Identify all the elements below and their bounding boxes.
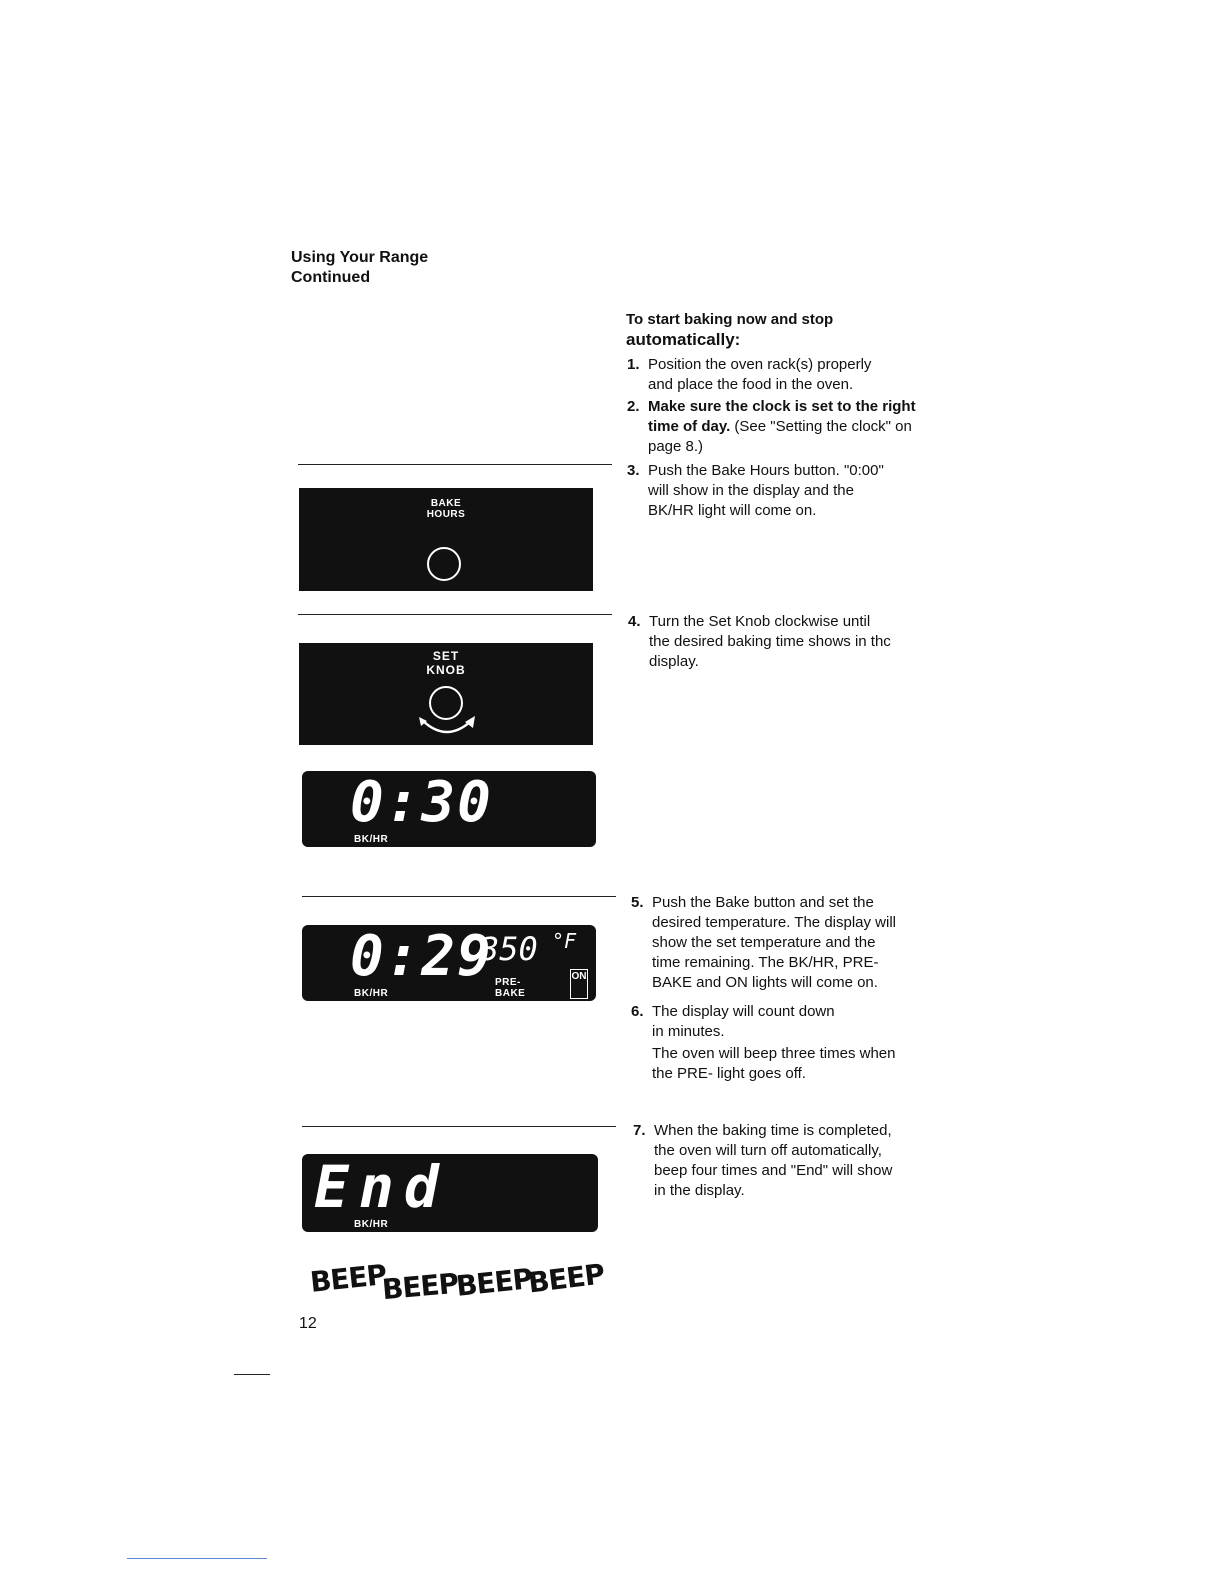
instructions-heading xyxy=(626,310,833,350)
step-number: 2. xyxy=(627,398,640,415)
display-time: 0:29 xyxy=(350,924,493,989)
step-7 xyxy=(633,1121,923,1201)
heading-line-2: automatically: xyxy=(626,330,741,349)
bake-hours-button[interactable] xyxy=(427,547,461,581)
beep-text: BEEP xyxy=(380,1266,460,1307)
step-6 xyxy=(631,1002,921,1084)
panel-label-line-1: SET xyxy=(432,649,460,663)
step-line: The oven will beep three times when xyxy=(652,1045,896,1062)
step-line: will show in the display and the xyxy=(648,482,854,499)
step-rest-text: (See "Setting the clock" on page 8.) xyxy=(648,418,912,455)
step-line: display. xyxy=(649,653,699,670)
bk-hr-indicator: BK/HR xyxy=(354,1219,389,1230)
step-line: The display will count down xyxy=(652,1003,835,1020)
beep-text: BEEP xyxy=(454,1262,534,1303)
step-line: in the display. xyxy=(654,1182,745,1199)
panel-label-line-1: BAKE xyxy=(430,498,462,509)
step-line: desired temperature. The display will xyxy=(652,914,897,931)
step-line: BAKE and ON lights will come on. xyxy=(652,974,878,991)
step-number: 7. xyxy=(633,1122,646,1139)
step-line: in minutes. xyxy=(652,1023,725,1040)
step-line: and place the food in the oven. xyxy=(648,376,854,393)
bk-hr-indicator: BK/HR xyxy=(354,834,389,845)
pre-indicator: PRE- xyxy=(495,977,521,988)
step-line: Push the Bake Hours button. "0:00" xyxy=(648,462,884,479)
step-line: Position the oven rack(s) properly xyxy=(648,356,872,373)
step-line: beep four times and "End" will show xyxy=(654,1162,893,1179)
step-line: show the set temperature and the xyxy=(652,934,876,951)
display-unit: °F xyxy=(552,929,577,953)
step-line: time remaining. The BK/HR, PRE- xyxy=(652,954,879,971)
step-number: 5. xyxy=(631,894,644,911)
divider xyxy=(298,464,612,465)
set-knob-panel xyxy=(299,643,593,745)
bake-hours-panel xyxy=(299,488,593,591)
heading-line-1: To start baking now and stop xyxy=(626,311,834,328)
step-bold-text: Make sure the clock is set to the right time of day. xyxy=(648,398,916,435)
step-number: 3. xyxy=(627,462,640,479)
step-3 xyxy=(627,461,917,521)
lcd-display-end xyxy=(302,1154,598,1232)
on-indicator: ON xyxy=(570,969,588,999)
step-1 xyxy=(627,355,917,395)
step-number: 6. xyxy=(631,1003,644,1020)
lcd-display-time xyxy=(302,771,596,847)
step-line: the PRE- light goes off. xyxy=(652,1065,806,1082)
step-line: Push the Bake button and set the xyxy=(652,894,874,911)
step-line: the desired baking time shows in thc xyxy=(649,633,891,650)
divider xyxy=(302,1126,616,1127)
lcd-display-time-temp xyxy=(302,925,596,1001)
section-subtitle: Continued xyxy=(291,269,371,286)
beep-text: BEEP xyxy=(526,1257,606,1300)
beep-text: BEEP xyxy=(308,1258,388,1299)
step-number: 4. xyxy=(628,613,641,630)
step-2 xyxy=(627,397,927,457)
page-number: 12 xyxy=(299,1315,317,1332)
section-title: Using Your Range xyxy=(291,249,429,266)
divider xyxy=(127,1558,267,1559)
display-end-text: End xyxy=(314,1153,449,1221)
panel-label-line-2: HOURS xyxy=(426,509,466,520)
step-line: Turn the Set Knob clockwise until xyxy=(649,613,871,630)
display-time: 0:30 xyxy=(350,770,493,835)
divider xyxy=(302,896,616,897)
step-4 xyxy=(628,612,918,672)
divider xyxy=(234,1374,270,1375)
panel-label-line-2: KNOB xyxy=(426,663,466,677)
clockwise-arrow-icon xyxy=(417,709,479,739)
display-temperature: 350 xyxy=(480,930,538,968)
step-line: the oven will turn off automatically, xyxy=(654,1142,882,1159)
bk-hr-indicator: BK/HR xyxy=(354,988,389,999)
step-line: When the baking time is completed, xyxy=(654,1122,892,1139)
bake-indicator: BAKE xyxy=(495,988,526,999)
divider xyxy=(298,614,612,615)
step-line: BK/HR light will come on. xyxy=(648,502,817,519)
step-number: 1. xyxy=(627,356,640,373)
step-5 xyxy=(631,893,921,993)
